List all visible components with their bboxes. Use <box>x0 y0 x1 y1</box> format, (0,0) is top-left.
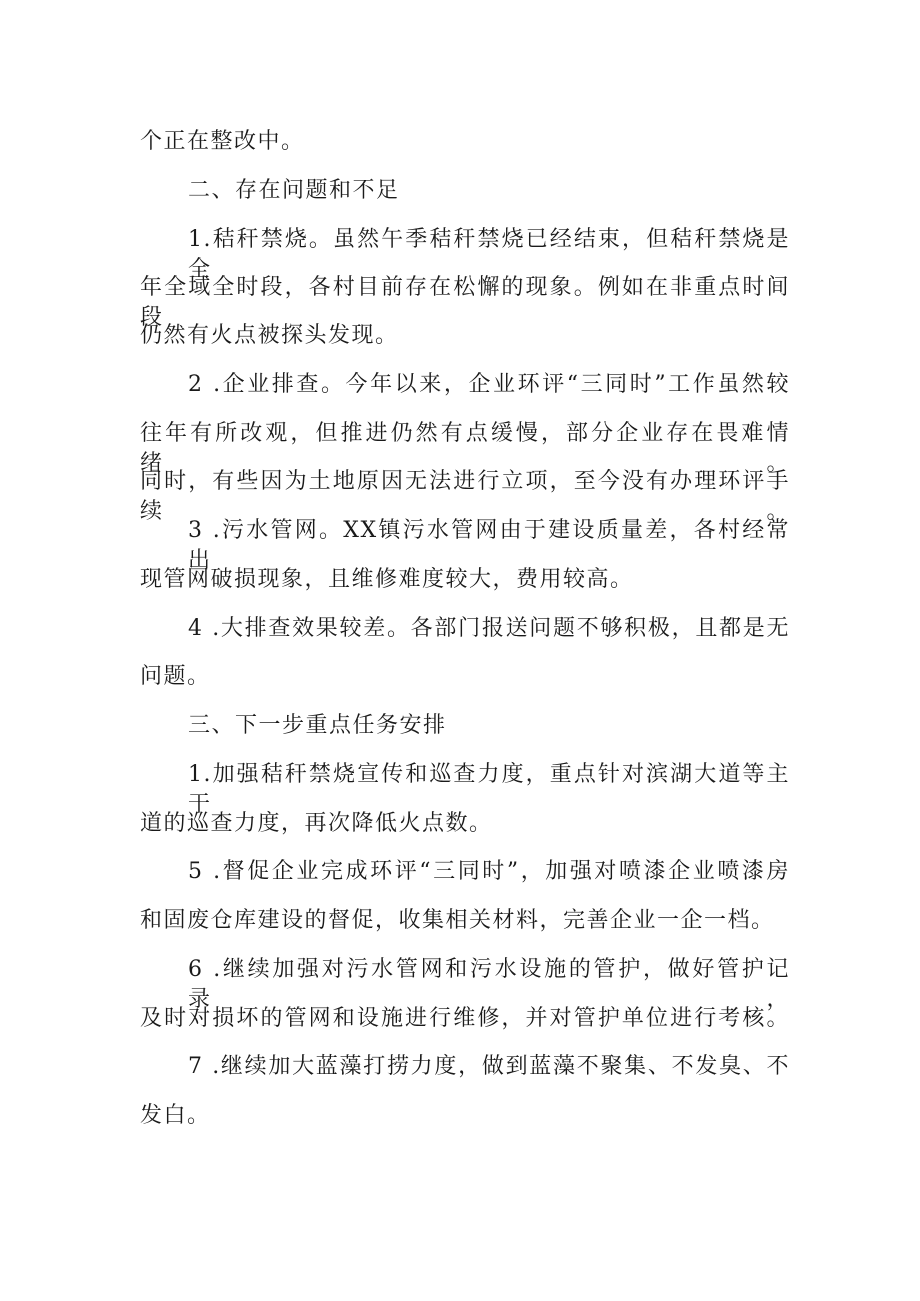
paragraph-line: 5 .督促企业完成环评“三同时”，加强对喷漆企业喷漆房 <box>188 859 790 884</box>
paragraph-line: 个正在整改中。 <box>140 129 305 154</box>
paragraph-line: 及时对损坏的管网和设施进行维修，并对管护单位进行考核。 <box>140 1006 790 1031</box>
paragraph-line: 2 .企业排查。今年以来，企业环评“三同时”工作虽然较 <box>188 372 790 397</box>
paragraph-line: 和固废仓库建设的督促，收集相关材料，完善企业一企一档。 <box>140 908 775 933</box>
paragraph-line: 6 .继续加强对污水管网和污水设施的管护，做好管护记录， <box>188 957 790 1012</box>
paragraph-line: 7 .继续加大蓝藻打捞力度，做到蓝藻不聚集、不发臭、不 <box>188 1054 790 1079</box>
paragraph-line: 4 .大排查效果较差。各部门报送问题不够积极，且都是无 <box>188 616 790 641</box>
paragraph-line: 3 .污水管网。XX镇污水管网由于建设质量差，各村经常出 <box>188 518 790 573</box>
paragraph-line: 仍然有火点被探头发现。 <box>140 323 399 348</box>
section-heading-problems: 二、存在问题和不足 <box>188 178 400 203</box>
paragraph-line: 1.加强秸秆禁烧宣传和巡查力度，重点针对滨湖大道等主干 <box>188 762 790 817</box>
paragraph-line: 发白。 <box>140 1103 211 1128</box>
paragraph-line: 往年有所改观，但推进仍然有点缓慢，部分企业存在畏难情绪。 <box>140 421 790 476</box>
paragraph-line: 问题。 <box>140 664 211 689</box>
paragraph-line: 1.秸秆禁烧。虽然午季秸秆禁烧已经结束，但秸秆禁烧是全 <box>188 227 790 282</box>
paragraph-line: 年全域全时段，各村目前存在松懈的现象。例如在非重点时间段 <box>140 275 790 330</box>
paragraph-line: 道的巡查力度，再次降低火点数。 <box>140 811 493 836</box>
section-heading-next-steps: 三、下一步重点任务安排 <box>188 713 447 738</box>
paragraph-line: 同时，有些因为土地原因无法进行立项，至今没有办理环评手续。 <box>140 469 790 524</box>
paragraph-line: 现管网破损现象，且维修难度较大，费用较高。 <box>140 567 634 592</box>
